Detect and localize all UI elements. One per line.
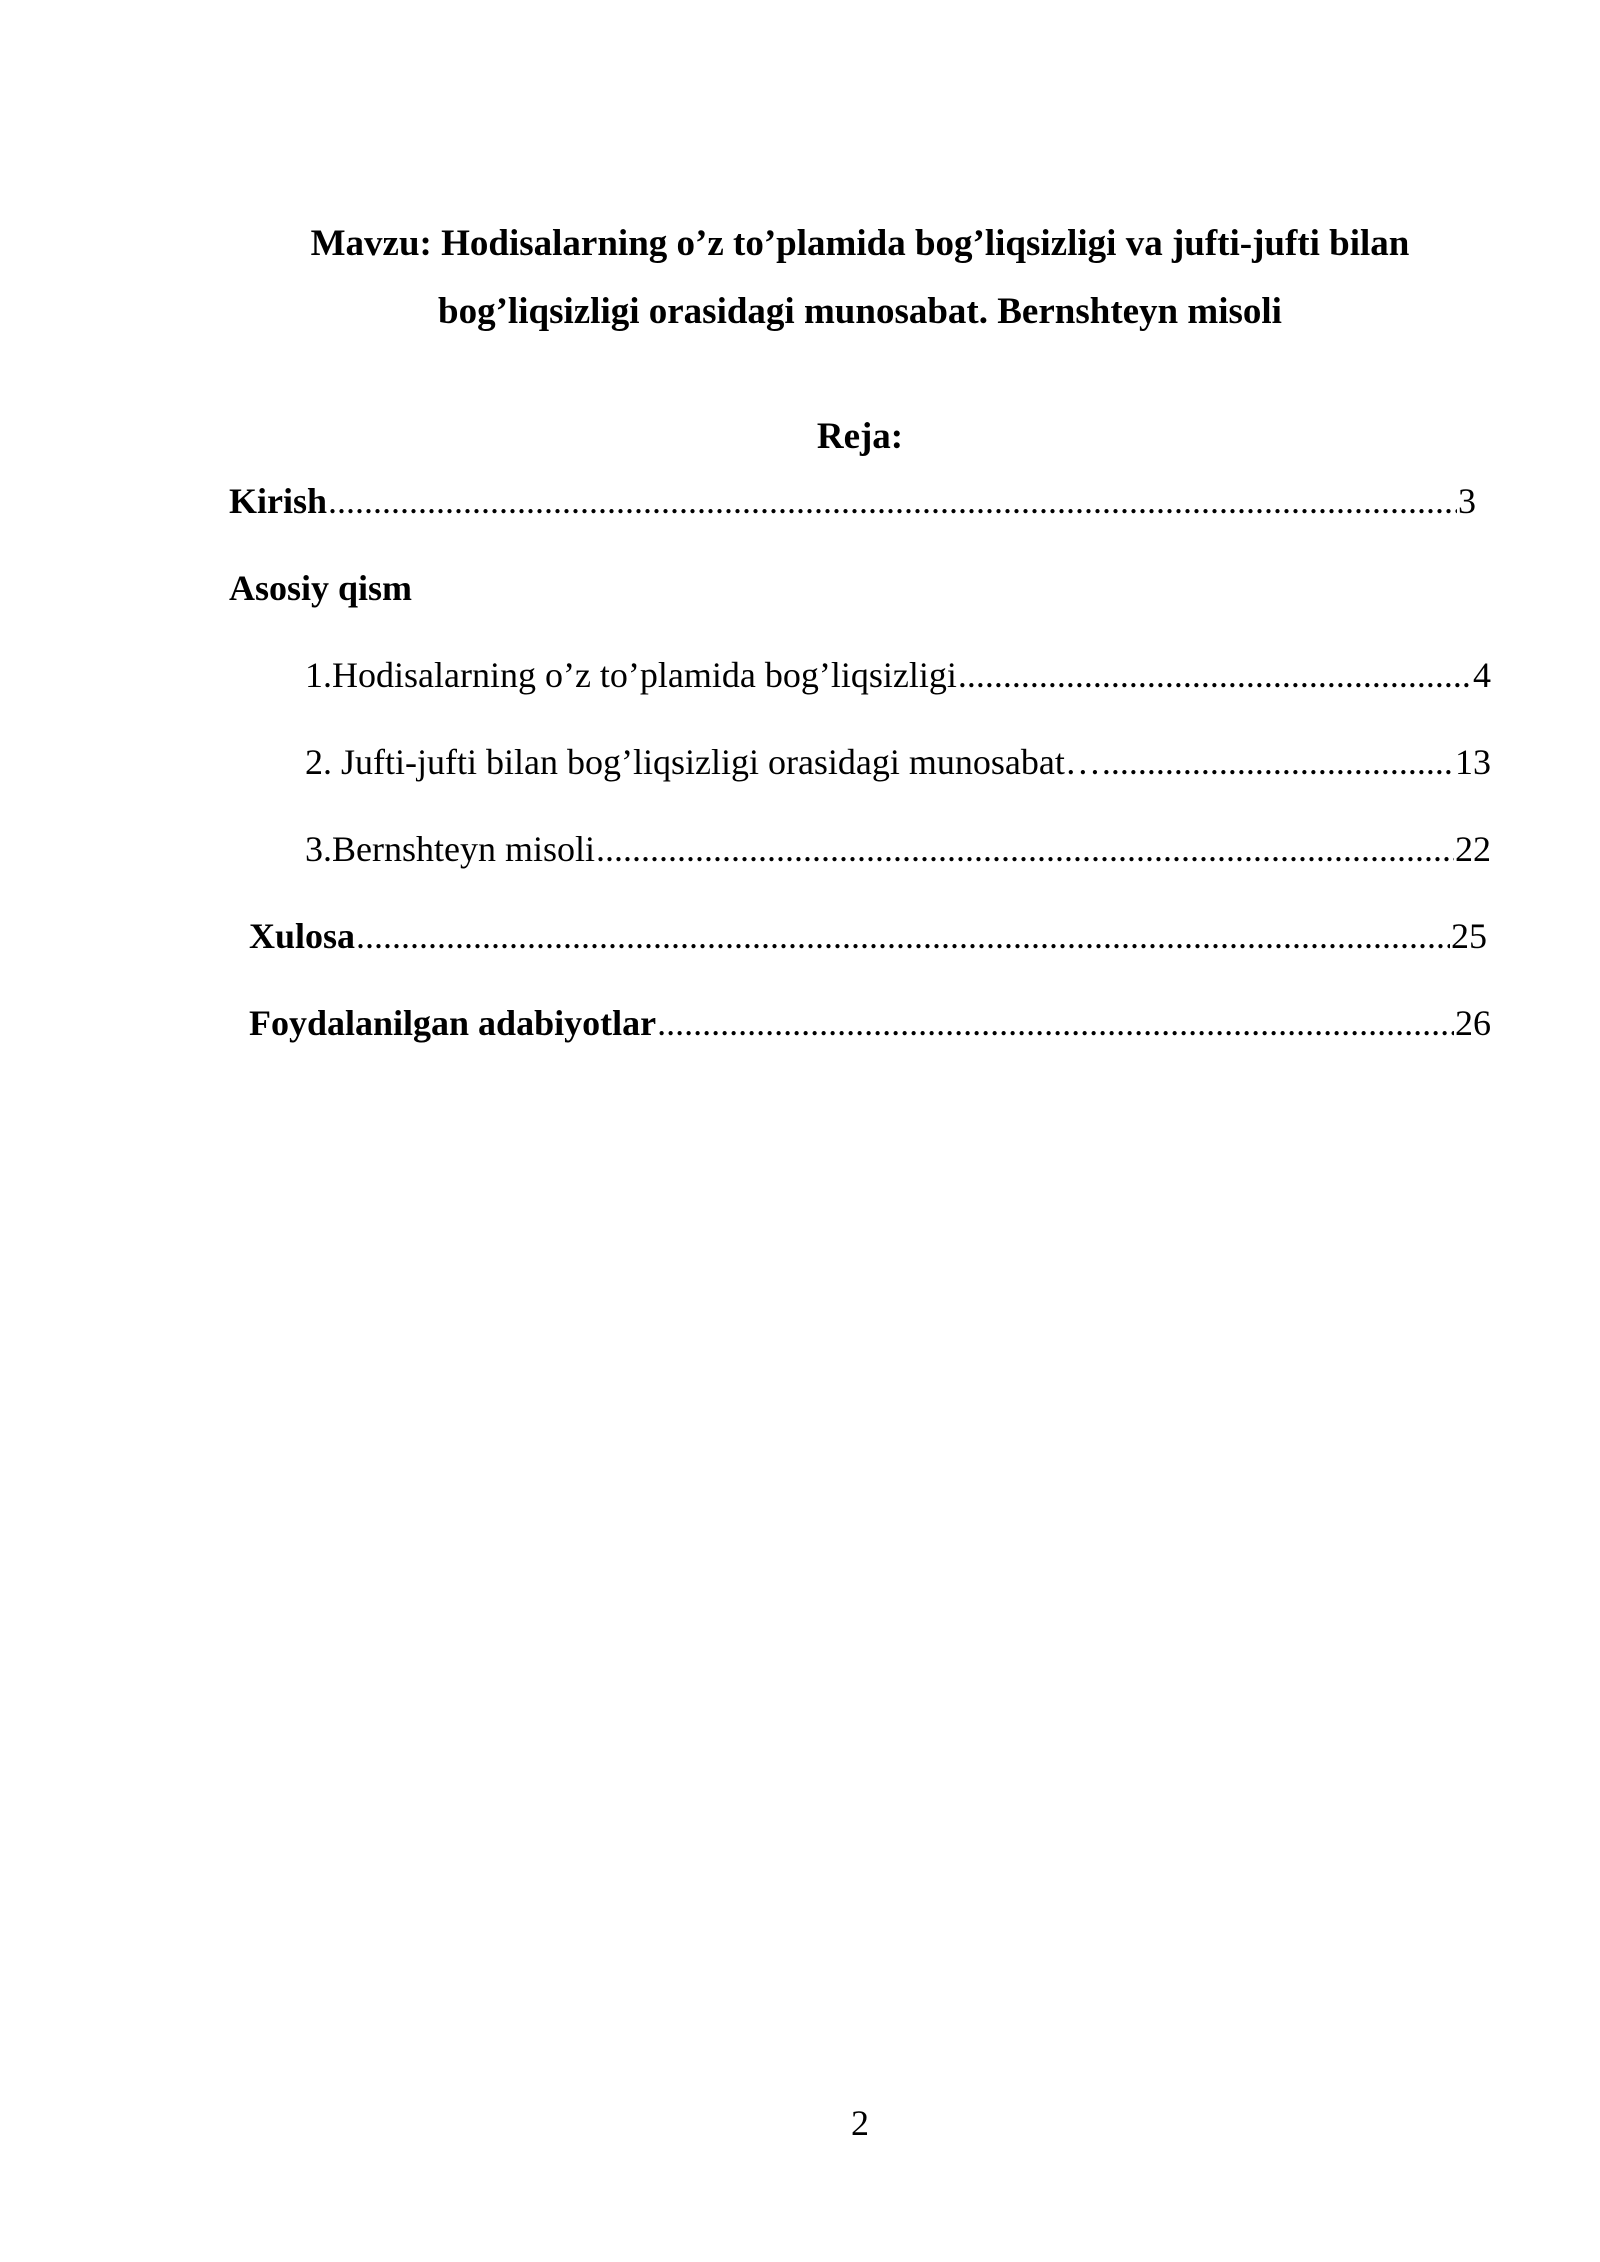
toc-main-part-heading: Asosiy qism xyxy=(229,568,413,608)
toc-page-number: 26 xyxy=(1455,1003,1491,1043)
toc-entry-intro xyxy=(229,476,1476,526)
toc-leader-dots xyxy=(1102,737,1454,787)
toc-label: Kirish xyxy=(229,481,328,521)
plan-heading: Reja: xyxy=(816,416,904,457)
toc-leader-dots xyxy=(356,911,1450,961)
toc-label: 1.Hodisalarning o’z to’plamida bog’liqsizligi xyxy=(305,655,957,695)
toc-entry-item-3 xyxy=(305,824,1491,874)
title-line-2: bog’liqsizligi orasidagi munosabat. Bernshteyn misoli xyxy=(438,291,1282,332)
toc-leader-dots xyxy=(328,476,1457,526)
title-line-1: Mavzu: Hodisalarning o’z to’plamida bog’liqsizligi va jufti-jufti bilan xyxy=(310,223,1410,264)
toc-entry-conclusion xyxy=(249,911,1487,961)
toc-entry-item-1 xyxy=(305,650,1491,700)
toc-page-number: 22 xyxy=(1455,829,1491,869)
page-number: 2 xyxy=(851,2103,869,2143)
toc-leader-dots xyxy=(596,824,1454,874)
toc-label: Foydalanilgan adabiyotlar xyxy=(249,1003,657,1043)
toc-page-number: 4 xyxy=(1473,655,1491,695)
toc-entry-item-2 xyxy=(305,737,1491,787)
toc-label: Xulosa xyxy=(249,916,356,956)
toc-label: 2. Jufti-jufti bilan bog’liqsizligi orasidagi munosabat… xyxy=(305,742,1101,782)
toc-page-number: 13 xyxy=(1455,742,1491,782)
document-title xyxy=(200,210,1520,346)
toc-leader-dots xyxy=(657,998,1454,1048)
toc-page-number: 25 xyxy=(1451,916,1487,956)
toc-label: 3.Bernshteyn misoli xyxy=(305,829,595,869)
toc-entry-references xyxy=(249,998,1491,1048)
toc-leader-dots xyxy=(958,650,1472,700)
toc-page-number: 3 xyxy=(1458,481,1476,521)
